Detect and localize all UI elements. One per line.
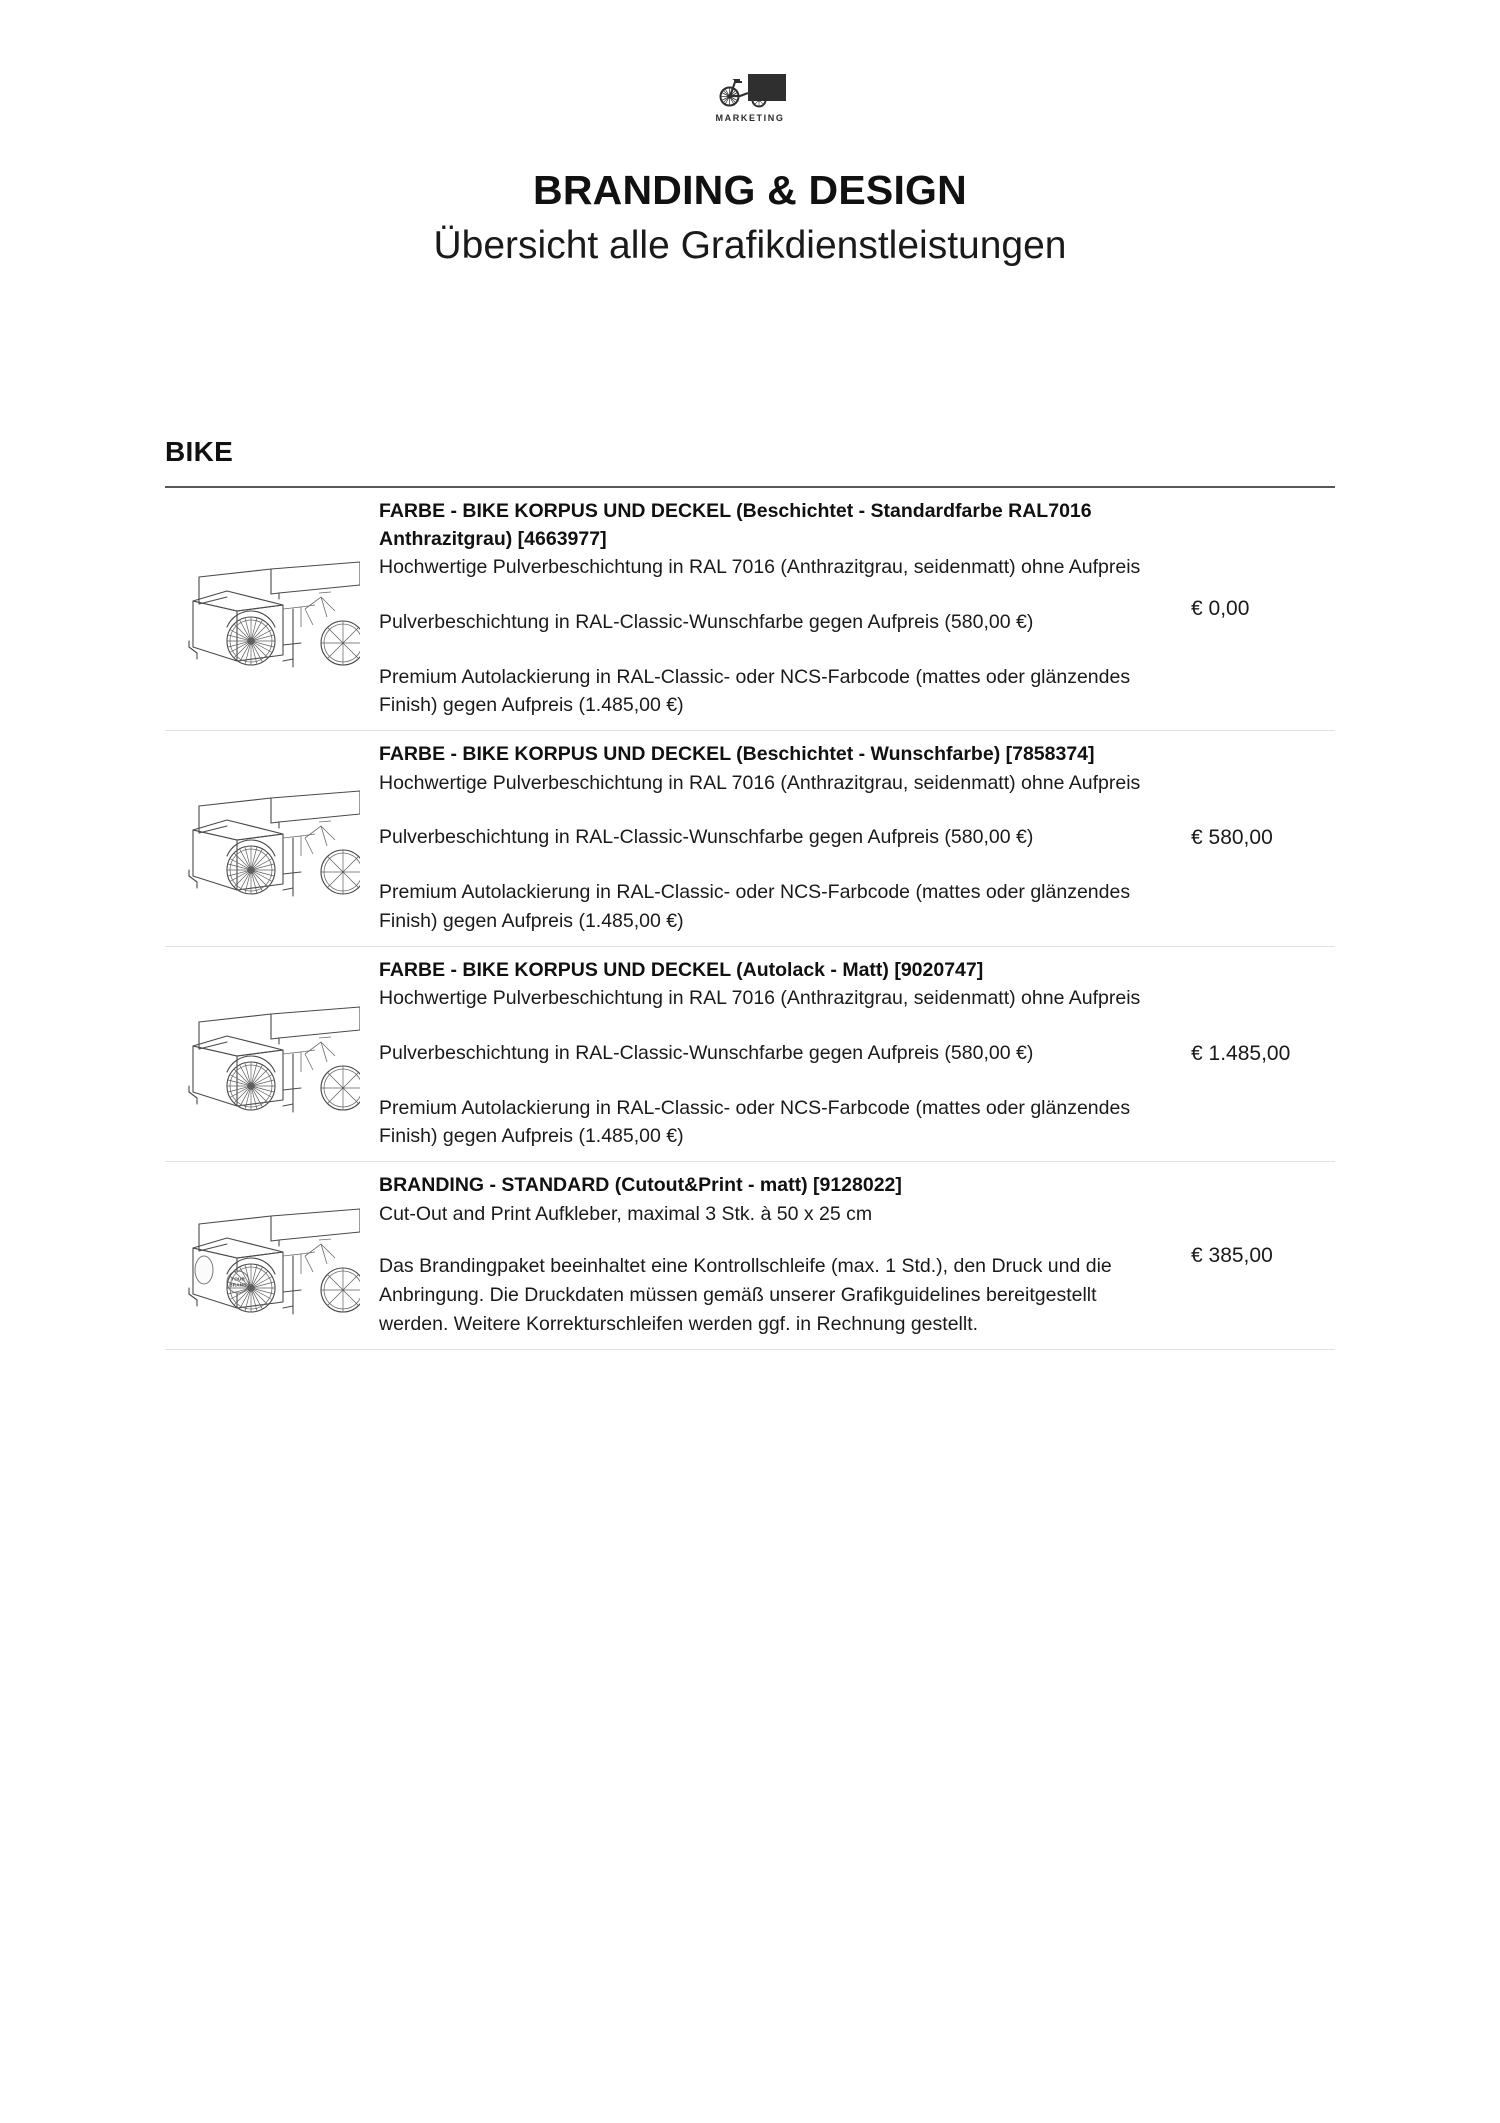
table-row xyxy=(165,947,1335,1162)
brand-logo xyxy=(0,0,1500,123)
cargo-bike-line-drawing xyxy=(175,778,360,898)
section-bike xyxy=(165,436,1335,1350)
row-thumbnail xyxy=(165,994,375,1114)
sticker-line-2: BRAND xyxy=(229,1282,247,1288)
item-description: Hochwertige Pulverbeschichtung in RAL 7016 (Anthrazitgrau, seidenmatt) ohne Aufpreis xyxy=(379,771,1141,794)
item-paragraph-1: Das Brandingpaket beeinhaltet eine Kontrollschleife (max. 1 Std.), den Druck und die Anbringung. Die Druckdaten müssen gemäß unserer Grafikguidelines bereitgestellt werden. Weitere Korrekturschleifen werden ggf. in Rechnung gestellt. xyxy=(379,1255,1112,1335)
cargo-bike-line-drawing xyxy=(175,549,360,669)
item-description: Hochwertige Pulverbeschichtung in RAL 7016 (Anthrazitgrau, seidenmatt) ohne Aufpreis xyxy=(379,556,1141,579)
item-paragraph-2: Premium Autolackierung in RAL-Classic- oder NCS-Farbcode (mattes oder glänzendes Finish) gegen Aufpreis (1.485,00 €) xyxy=(379,665,1131,717)
page-title: BRANDING & DESIGN xyxy=(533,167,967,213)
item-paragraph-2: Premium Autolackierung in RAL-Classic- oder NCS-Farbcode (mattes oder glänzendes Finish) gegen Aufpreis (1.485,00 €) xyxy=(379,881,1131,932)
cargo-bike-icon xyxy=(707,62,793,112)
item-title: BRANDING - STANDARD (Cutout&Print - matt) [9128022] xyxy=(379,1174,902,1197)
row-content xyxy=(375,957,1185,1152)
item-description: Hochwertige Pulverbeschichtung in RAL 7016 (Anthrazitgrau, seidenmatt) ohne Aufpreis xyxy=(379,987,1141,1010)
cargo-bike-line-drawing xyxy=(175,994,360,1114)
item-price: € 385,00 xyxy=(1191,1243,1273,1267)
row-content xyxy=(375,1172,1185,1339)
table-row xyxy=(165,731,1335,946)
page-subtitle: Übersicht alle Grafikdienstleistungen xyxy=(433,224,1067,267)
item-description: Cut-Out and Print Aufkleber, maximal 3 Stk. à 50 x 25 cm xyxy=(379,1202,873,1225)
item-title: FARBE - BIKE KORPUS UND DECKEL (Beschichtet - Wunschfarbe) [7858374] xyxy=(379,743,1095,766)
item-paragraph-1: Pulverbeschichtung in RAL-Classic-Wunschfarbe gegen Aufpreis (580,00 €) xyxy=(379,1041,1034,1064)
table-row xyxy=(165,1162,1335,1349)
item-title: FARBE - BIKE KORPUS UND DECKEL (Beschichtet - Standardfarbe RAL7016 Anthrazitgrau) [4663977] xyxy=(379,500,1092,550)
item-paragraph-2: Premium Autolackierung in RAL-Classic- oder NCS-Farbcode (mattes oder glänzendes Finish) gegen Aufpreis (1.485,00 €) xyxy=(379,1096,1131,1148)
table-row xyxy=(165,488,1335,730)
section-heading: BIKE xyxy=(165,436,234,467)
row-content xyxy=(375,498,1185,720)
cargo-bike-line-drawing-with-brand-sticker xyxy=(175,1196,360,1316)
row-thumbnail xyxy=(165,778,375,898)
item-paragraph-1: Pulverbeschichtung in RAL-Classic-Wunschfarbe gegen Aufpreis (580,00 €) xyxy=(379,826,1034,849)
logo-wordmark: MARKETING xyxy=(715,113,785,123)
item-title: FARBE - BIKE KORPUS UND DECKEL (Autolack - Matt) [9020747] xyxy=(379,958,984,981)
row-content xyxy=(375,741,1185,936)
item-price: € 580,00 xyxy=(1191,826,1273,850)
sticker-line-1: YOUR xyxy=(230,1276,246,1282)
row-thumbnail xyxy=(165,549,375,669)
item-price: € 1.485,00 xyxy=(1191,1042,1291,1066)
row-thumbnail xyxy=(165,1196,375,1316)
item-paragraph-1: Pulverbeschichtung in RAL-Classic-Wunschfarbe gegen Aufpreis (580,00 €) xyxy=(379,610,1034,633)
item-price: € 0,00 xyxy=(1191,597,1250,621)
row-divider xyxy=(165,1349,1335,1350)
